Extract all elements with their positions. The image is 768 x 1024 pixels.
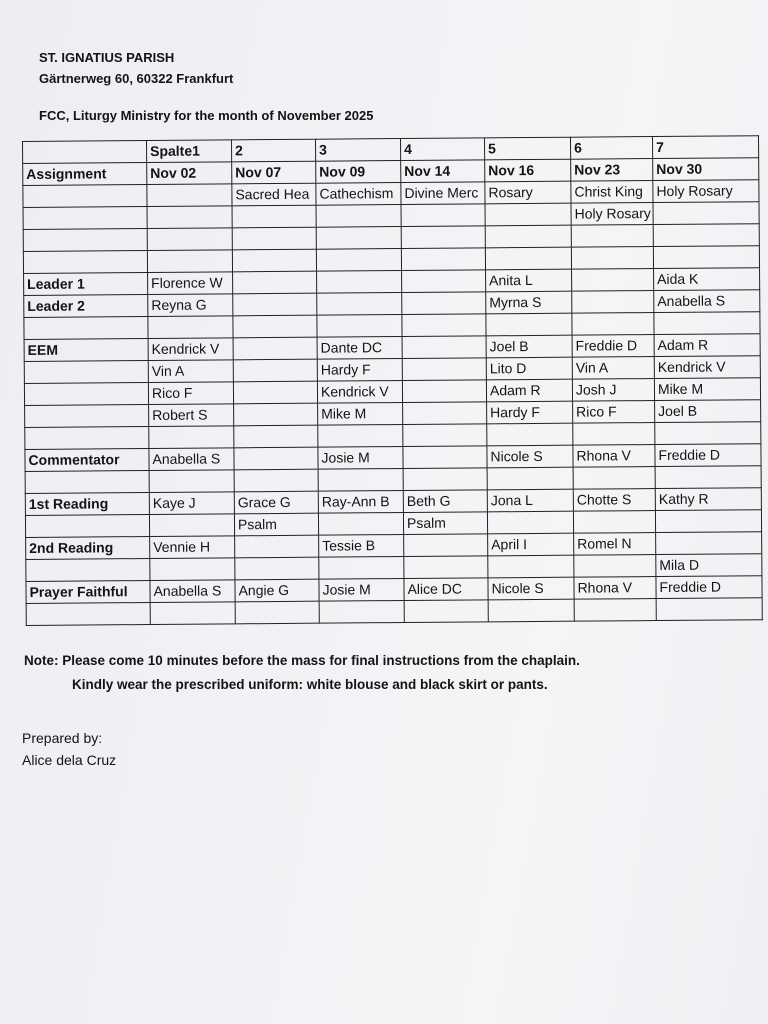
table-cell: [147, 206, 232, 229]
table-cell: [235, 535, 319, 558]
table-cell: Christ King: [571, 181, 653, 204]
table-cell: Adam R: [486, 379, 572, 402]
table-cell: Nicole S: [488, 577, 574, 600]
table-cell: [234, 469, 318, 492]
table-cell: Vennie H: [150, 536, 235, 559]
table-cell: [233, 359, 317, 382]
table-cell: [317, 315, 402, 338]
table-cell: Sacred Hea: [232, 183, 316, 206]
table-cell: Holy Rosary: [571, 203, 653, 226]
row-label-cell: [25, 471, 149, 494]
table-cell: [404, 534, 488, 557]
table-cell: Nov 16: [485, 159, 571, 182]
table-cell: [488, 555, 574, 578]
table-cell: [488, 599, 574, 622]
table-cell: Lito D: [486, 357, 572, 380]
table-cell: [318, 513, 403, 536]
table-cell: [573, 423, 655, 446]
table-cell: [234, 447, 318, 470]
table-cell: [318, 425, 403, 448]
row-label-cell: [23, 185, 147, 208]
table-cell: Chotte S: [573, 489, 655, 512]
table-cell: Reyna G: [148, 294, 233, 317]
row-label-cell: [25, 405, 149, 428]
table-cell: [233, 271, 317, 294]
table-cell: [656, 532, 762, 555]
table-cell: Adam R: [654, 334, 760, 357]
table-cell: 6: [570, 137, 652, 160]
table-cell: Kendrick V: [317, 381, 402, 404]
table-cell: 4: [400, 138, 484, 161]
table-cell: [571, 247, 653, 270]
table-cell: Nov 14: [401, 160, 485, 183]
table-cell: [572, 291, 654, 314]
table-cell: Nov 02: [147, 162, 232, 185]
table-cell: [403, 446, 487, 469]
table-cell: [233, 315, 317, 338]
note-uniform: Kindly wear the prescribed uniform: white blouse and black skirt or pants.: [72, 677, 548, 692]
table-cell: [402, 380, 486, 403]
table-cell: [149, 470, 234, 493]
table-cell: Florence W: [148, 272, 233, 295]
table-cell: Psalm: [234, 513, 318, 536]
table-cell: [319, 557, 404, 580]
row-label-cell: [26, 603, 150, 626]
table-cell: [653, 202, 759, 225]
table-cell: [572, 269, 654, 292]
table-cell: Robert S: [149, 404, 234, 427]
table-cell: Kendrick V: [148, 338, 233, 361]
row-label-cell: Prayer Faithful: [26, 581, 150, 604]
table-cell: Hardy F: [317, 359, 402, 382]
table-cell: 3: [315, 139, 400, 162]
table-cell: [235, 601, 319, 624]
table-cell: Rhona V: [574, 577, 656, 600]
table-cell: Joel B: [486, 335, 572, 358]
table-cell: [401, 226, 485, 249]
table-cell: Nov 30: [653, 158, 759, 181]
table-cell: Aida K: [654, 268, 760, 291]
table-cell: [316, 227, 401, 250]
table-cell: [233, 293, 317, 316]
table-cell: Hardy F: [487, 401, 573, 424]
table-cell: [573, 511, 655, 534]
table-cell: Myrna S: [486, 291, 572, 314]
table-cell: [655, 422, 761, 445]
table-cell: [653, 246, 759, 269]
row-label-cell: [24, 317, 148, 340]
table-cell: Nov 07: [232, 161, 316, 184]
table-cell: [234, 425, 318, 448]
table-cell: [149, 426, 234, 449]
row-label-cell: [25, 515, 149, 538]
table-cell: Joel B: [655, 400, 761, 423]
table-cell: [402, 292, 486, 315]
table-cell: Nov 09: [316, 161, 401, 184]
table-cell: [404, 556, 488, 579]
table-cell: [232, 227, 316, 250]
table-cell: Anabella S: [150, 580, 235, 603]
row-label-cell: [23, 251, 147, 274]
table-cell: [402, 336, 486, 359]
table-cell: [655, 466, 761, 489]
table-cell: [654, 312, 760, 335]
table-cell: Mila D: [656, 554, 762, 577]
table-cell: [485, 225, 571, 248]
table-cell: Kathy R: [655, 488, 761, 511]
table-cell: [403, 424, 487, 447]
table-cell: [233, 381, 317, 404]
table-cell: Spalte1: [147, 140, 232, 163]
table-cell: [316, 205, 401, 228]
table-cell: Josie M: [318, 447, 403, 470]
table-cell: [150, 558, 235, 581]
table-cell: [149, 514, 234, 537]
row-label-cell: [23, 207, 147, 230]
table-row: [26, 598, 762, 626]
table-cell: Freddie D: [656, 576, 762, 599]
table-cell: [401, 204, 485, 227]
row-label-cell: [23, 229, 147, 252]
table-cell: [401, 248, 485, 271]
table-cell: [317, 271, 402, 294]
roster-sheet: [22, 135, 762, 626]
table-cell: [485, 203, 571, 226]
table-cell: [486, 313, 572, 336]
table-cell: [232, 249, 316, 272]
table-cell: [233, 337, 317, 360]
table-cell: Holy Rosary: [653, 180, 759, 203]
table-cell: [150, 602, 235, 625]
table-cell: Divine Merc: [401, 182, 485, 205]
table-cell: Kendrick V: [654, 356, 760, 379]
row-label-cell: [26, 559, 150, 582]
table-cell: Nicole S: [487, 445, 573, 468]
table-cell: April I: [488, 533, 574, 556]
table-cell: Freddie D: [572, 335, 654, 358]
table-cell: Beth G: [403, 490, 487, 513]
table-cell: [148, 316, 233, 339]
table-cell: [147, 250, 232, 273]
row-label-cell: Leader 1: [24, 273, 148, 296]
table-cell: [487, 511, 573, 534]
prepared-by-name: Alice dela Cruz: [22, 752, 117, 768]
table-cell: [234, 403, 318, 426]
table-cell: Rico F: [148, 382, 233, 405]
table-cell: [404, 600, 488, 623]
table-cell: Mike M: [654, 378, 760, 401]
table-cell: [316, 249, 401, 272]
table-cell: Anabella S: [654, 290, 760, 313]
table-cell: [403, 468, 487, 491]
table-cell: Vin A: [572, 357, 654, 380]
table-cell: Alice DC: [404, 578, 488, 601]
table-cell: [487, 423, 573, 446]
row-label-cell: [24, 361, 148, 384]
table-cell: [403, 402, 487, 425]
table-cell: Kaye J: [149, 492, 234, 515]
table-cell: Josh J: [572, 379, 654, 402]
table-cell: Nov 23: [571, 159, 653, 182]
table-cell: Anita L: [486, 269, 572, 292]
table-cell: Jona L: [487, 489, 573, 512]
table-cell: Ray-Ann B: [318, 491, 403, 514]
table-cell: Josie M: [319, 579, 404, 602]
table-cell: Romel N: [574, 533, 656, 556]
table-cell: [402, 270, 486, 293]
prepared-by-label: Prepared by:: [22, 730, 103, 746]
table-cell: [319, 601, 404, 624]
row-label-cell: [25, 427, 149, 450]
note-arrival: Note: Please come 10 minutes before the mass for final instructions from the chaplain.: [24, 653, 580, 668]
table-cell: [317, 293, 402, 316]
table-cell: [402, 358, 486, 381]
table-cell: Vin A: [148, 360, 233, 383]
table-cell: [235, 557, 319, 580]
table-cell: Tessie B: [319, 535, 404, 558]
table-cell: Psalm: [403, 512, 487, 535]
parish-name: ST. IGNATIUS PARISH: [39, 50, 175, 65]
row-label-cell: [24, 383, 148, 406]
table-cell: [572, 313, 654, 336]
table-cell: [656, 598, 762, 621]
table-cell: [573, 467, 655, 490]
table-cell: Dante DC: [317, 337, 402, 360]
table-cell: 5: [484, 137, 570, 160]
row-label-cell: 2nd Reading: [26, 537, 150, 560]
table-cell: Rhona V: [573, 445, 655, 468]
row-label-cell: Assignment: [23, 163, 147, 186]
table-cell: [485, 247, 571, 270]
table-cell: Angie G: [235, 579, 319, 602]
table-cell: [318, 469, 403, 492]
table-cell: Rosary: [485, 181, 571, 204]
table-cell: [574, 599, 656, 622]
table-cell: [653, 224, 759, 247]
table-cell: [402, 314, 486, 337]
table-cell: 7: [652, 136, 758, 159]
row-label-cell: Commentator: [25, 449, 149, 472]
table-cell: Mike M: [318, 403, 403, 426]
row-label-cell: EEM: [24, 339, 148, 362]
table-cell: Freddie D: [655, 444, 761, 467]
table-cell: [147, 184, 232, 207]
table-cell: [487, 467, 573, 490]
parish-address: Gärtnerweg 60, 60322 Frankfurt: [39, 71, 234, 86]
table-cell: Grace G: [234, 491, 318, 514]
row-label-cell: Leader 2: [24, 295, 148, 318]
table-cell: [232, 205, 316, 228]
document-title: FCC, Liturgy Ministry for the month of November 2025: [39, 108, 374, 123]
ministry-roster-table: [22, 135, 763, 626]
table-cell: Anabella S: [149, 448, 234, 471]
table-cell: Cathechism: [316, 183, 401, 206]
table-cell: [655, 510, 761, 533]
table-cell: [571, 225, 653, 248]
table-cell: 2: [231, 139, 315, 162]
table-cell: Rico F: [573, 401, 655, 424]
table-cell: [574, 555, 656, 578]
row-label-cell: 1st Reading: [25, 493, 149, 516]
table-cell: [147, 228, 232, 251]
row-label-cell: [23, 141, 147, 164]
